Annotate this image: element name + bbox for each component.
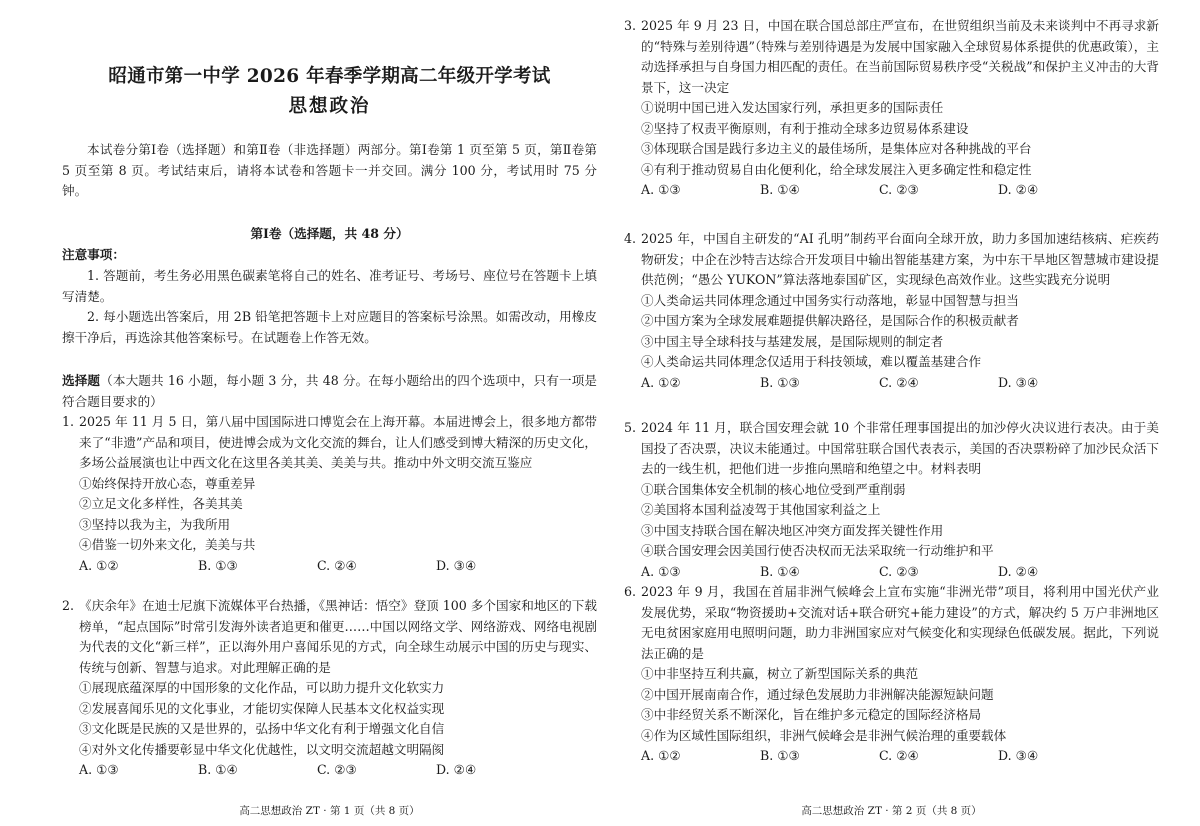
option-c: C. ②④ [879,748,919,763]
answer-options [624,373,1159,394]
statement: ④作为区域性国际组织，非洲气候峰会是非洲气候治理的重要载体 [641,727,1007,743]
statement: ②立足文化多样性，各美其美 [79,496,243,511]
statement: ①联合国集体安全机制的核心地位受到严重削弱 [641,481,906,497]
question-number: 2. [62,598,75,613]
statement: ①始终保持开放心态，尊重差异 [79,475,256,491]
option-c: C. ②④ [317,557,357,573]
exam-title: 昭通市第一中学 2026 年春季学期高二年级开学考试 [108,66,551,87]
option-b: B. ①③ [760,374,800,390]
statement: ②中国方案为全球发展难题提供解决路径，是国际合作的积极贡献者 [641,313,1019,328]
option-c: C. ②③ [879,563,919,579]
option-b: B. ①④ [198,762,238,777]
option-a: A. ①② [79,557,119,573]
statement: ④人类命运共同体理念仅适用于科技领域，难以覆盖基建合作 [641,354,982,369]
statement: ②坚持了权责平衡原则，有利于推动全球多边贸易体系建设 [641,120,969,136]
option-a: A. ①③ [641,182,681,197]
option-d: D. ②④ [436,762,477,777]
question-stem: 2024 年 11 月，联合国安理会就 10 个非常任理事国提出的加沙停火决议进行表决。由于美国投了否决票，决议未能通过。中国常驻联合国代表表示，美国的否决票粉碎了加沙民众活下去的一线生机，把他们进一步推向黑暗和绝望之中。材料表明 [641,420,1159,476]
subject-title: 思想政治 [288,96,371,117]
option-d: D. ③④ [998,374,1039,390]
option-b: B. ①④ [760,563,800,579]
statement: ④有利于推动贸易自由化便利化，给全球发展注入更多确定性和稳定性 [641,161,1032,177]
notes-heading: 注意事项： [62,247,125,262]
option-a: A. ①② [641,748,681,763]
option-a: A. ①② [641,374,681,390]
page-footer: 高二思想政治 ZT · 第 2 页（共 8 页） [801,805,982,817]
page-1 [62,0,597,826]
statement: ③中国主导全球科技与基建发展，是国际规则的制定者 [641,333,944,349]
answer-options [624,746,1159,767]
intro-paragraph: 本试卷分第Ⅰ卷（选择题）和第Ⅱ卷（非选择题）两部分。第Ⅰ卷第 1 页至第 5 页，第Ⅱ卷第 5 页至第 8 页。考试结束后，请将本试卷和答题卡一并交回。满分 100 分，考试用时 75 分钟。 [62,142,597,198]
question-number: 1. [62,414,75,429]
question-stem: 《庆余年》在迪士尼旗下流媒体平台热播，《黑神话：悟空》登顶 100 多个国家和地区的下载榜单，“起点国际”时常引发海外读者追更和催更……中国以网络文学、网络游戏、网络电视剧为代表的文化“新三样”，正以海外用户喜闻乐见的方式，向全球生动展示中国的历史与现实、传统与创新、智慧与追求。对此理解正确的是 [79,598,597,675]
answer-options [62,556,597,577]
statement: ④借鉴一切外来文化，美美与共 [79,537,256,552]
statement: ②发展喜闻乐见的文化事业，才能切实保障人民基本文化权益实现 [79,700,445,716]
mc-heading [62,371,597,412]
page-2 [624,0,1159,826]
option-a: A. ①③ [79,762,119,777]
question-number: 5. [624,420,637,435]
mc-heading-desc: （本大题共 16 小题，每小题 3 分，共 48 分。在每小题给出的四个选项中，只有一项是符合题目要求的） [62,373,597,409]
question-number: 3. [624,18,637,33]
question-number: 6. [624,584,637,599]
statement: ②美国将本国利益凌驾于其他国家利益之上 [641,502,881,517]
page-footer: 高二思想政治 ZT · 第 1 页（共 8 页） [239,805,420,817]
statement: ①说明中国已进入发达国家行列，承担更多的国际责任 [641,100,944,115]
question-stem: 2025 年 11 月 5 日，第八届中国国际进口博览会在上海开幕。本届进博会上，很多地方都带来了“非遗”产品和项目，使进博会成为文化交流的舞台，让人们感受到博大精深的历史文化，多场公益展演也让中西文化在这里各美其美、美美与共。推动中外文明交流互鉴应 [79,414,597,470]
option-b: B. ①④ [760,182,800,197]
option-a: A. ①③ [641,563,681,579]
statement: ①中非坚持互利共赢，树立了新型国际关系的典范 [641,666,919,681]
statement: ①人类命运共同体理念通过中国务实行动落地，彰显中国智慧与担当 [641,292,1019,308]
option-b: B. ①③ [760,748,800,763]
answer-options [62,760,597,781]
statement: ③中非经贸关系不断深化，旨在维护多元稳定的国际经济格局 [641,707,982,722]
statement: ③中国支持联合国在解决地区冲突方面发挥关键性作用 [641,522,944,538]
question-5 [624,418,1159,582]
question-number: 4. [624,231,637,246]
question-stem: 2023 年 9 月，我国在首届非洲气候峰会上宣布实施“非洲光带”项目，将利用中国光伏产业发展优势，采取“物资援助+交流对话+联合研究+能力建设”的方式，解决约 5 万户非洲地区无电贫困家庭用电照明问题，助力非洲国家应对气候变化和实现绿色低碳发展。据此，下列说法正确的是 [641,584,1159,661]
note-1: 1. 答题前，考生务必用黑色碳素笔将自己的姓名、准考证号、考场号、座位号在答题卡上填写清楚。 [62,268,597,304]
question-4 [624,229,1159,393]
option-d: D. ②④ [998,182,1039,197]
option-d: D. ③④ [436,557,477,573]
statement: ④对外文化传播要彰显中华文化优越性，以文明交流超越文明隔阂 [79,741,445,757]
option-d: D. ③④ [998,748,1039,763]
question-2 [62,596,597,781]
note-2: 2. 每小题选出答案后，用 2B 铅笔把答题卡上对应题目的答案标号涂黑。如需改动，用橡皮擦干净后，再选涂其他答案标号。在试题卷上作答无效。 [62,309,597,345]
option-c: C. ②③ [879,182,919,197]
statement: ③文化既是民族的又是世界的，弘扬中华文化有利于增强文化自信 [79,721,445,736]
section-heading: 第Ⅰ卷（选择题，共 48 分） [250,226,409,241]
option-b: B. ①③ [198,557,238,573]
statement: ②中国开展南南合作，通过绿色发展助力非洲解决能源短缺问题 [641,686,994,702]
statement: ①展现底蕴深厚的中国形象的文化作品，可以助力提升文化软实力 [79,680,445,695]
statement: ④联合国安理会因美国行使否决权而无法采取统一行动维护和平 [641,543,994,558]
answer-options [624,180,1159,201]
statement: ③体现联合国是践行多边主义的最佳场所，是集体应对各种挑战的平台 [641,141,1032,156]
option-c: C. ②④ [879,374,919,390]
answer-options [624,562,1159,583]
statement: ③坚持以我为主，为我所用 [79,516,231,532]
question-6 [624,582,1159,767]
option-c: C. ②③ [317,762,357,777]
mc-heading-label: 选择题 [62,373,101,388]
question-3 [624,16,1159,201]
question-1 [62,412,597,576]
question-stem: 2025 年，中国自主研发的“AI 孔明”制药平台面向全球开放，助力多国加速结核病、疟疾药物研发；中企在沙特吉达综合开发项目中输出智能基建方案，为中东干旱地区智慧城市建设提供范例；“愚公 YUKON”算法落地泰国矿区，实现绿色高效作业。这些实践充分说明 [641,231,1159,287]
question-stem: 2025 年 9 月 23 日，中国在联合国总部庄严宣布，在世贸组织当前及未来谈判中不再寻求新的“特殊与差别待遇”（特殊与差别待遇是为发展中国家融入全球贸易体系提供的优惠政策），主动选择承担与自身国力相匹配的责任。在当前国际贸易秩序受“关税战”和保护主义冲击的大背景下，这一决定 [641,18,1159,95]
option-d: D. ②④ [998,563,1039,579]
